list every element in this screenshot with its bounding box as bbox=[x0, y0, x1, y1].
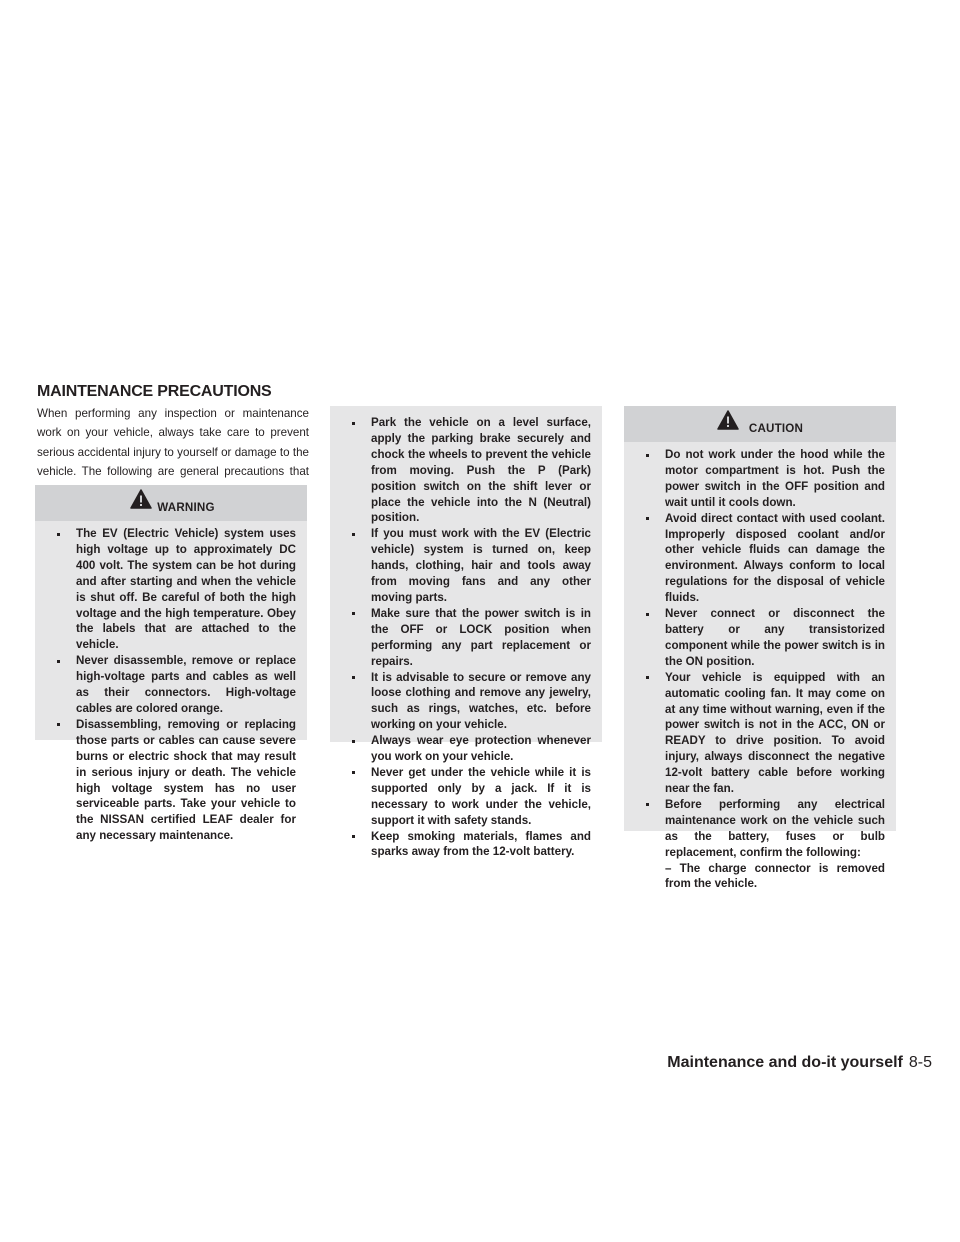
caution-header bbox=[624, 406, 896, 442]
warning-triangle-icon bbox=[130, 489, 152, 509]
warning-header bbox=[35, 485, 307, 521]
list-item: Park the vehicle on a level surface, apply the parking brake securely and chock the wheels to prevent the vehicle from moving. Push the P (Park) position switch on the shift lever or place the vehicle into the N (Neutral) position. bbox=[343, 415, 591, 526]
caution-box bbox=[624, 406, 896, 891]
list-item: Make sure that the power switch is in the OFF or LOCK position when performing any part replacement or repairs. bbox=[343, 606, 591, 670]
list-item: It is advisable to secure or remove any loose clothing and remove any jewelry, such as rings, watches, etc. before working on your vehicle. bbox=[343, 670, 591, 734]
caution-title: CAUTION bbox=[748, 421, 804, 435]
list-item: Never connect or disconnect the battery or any transistorized component while the power switch is in the ON position. bbox=[637, 606, 885, 670]
list-item: The EV (Electric Vehicle) system uses high voltage up to approximately DC 400 volt. The system can be hot during and after starting and when the vehicle is shut off. Be careful of both the high voltage and the high temperature. Obey the labels that are attached to the vehicle. bbox=[48, 526, 296, 653]
warning-continued-body bbox=[330, 406, 602, 868]
list-item: Never disassemble, remove or replace high-voltage parts and cables as well as their connectors. High-voltage cables are colored orange. bbox=[48, 653, 296, 717]
list-item: Your vehicle is equipped with an automatic cooling fan. It may come on at any time without warning, even if the power switch is not in the ACC, ON or READY to drive position. To avoid injury, always disconnect the negative 12-volt battery cable before working near the fan. bbox=[637, 670, 885, 797]
list-item: Avoid direct contact with used coolant. Improperly disposed coolant and/or other vehicle fluids can damage the environment. Always conform to local regulations for the disposal of vehicle fluids. bbox=[637, 511, 885, 606]
warning-box bbox=[35, 485, 307, 843]
page-footer bbox=[667, 1054, 932, 1072]
sub-list-item: – The charge connector is removed from the vehicle. bbox=[665, 861, 885, 891]
list-item: Before performing any electrical maintenance work on the vehicle such as the battery, fuses or bulb replacement, confirm the following: – The charge connector is removed from the vehicle. bbox=[637, 797, 885, 892]
chapter-title: Maintenance and do-it yourself bbox=[667, 1054, 903, 1071]
section-title: MAINTENANCE PRECAUTIONS bbox=[37, 383, 272, 400]
page-number: 8-5 bbox=[908, 1054, 932, 1071]
warning-title: WARNING bbox=[157, 500, 215, 514]
caution-triangle-icon bbox=[717, 410, 739, 430]
list-item: Keep smoking materials, flames and sparks away from the 12-volt battery. bbox=[343, 829, 591, 861]
intro-paragraph: When performing any inspection or maintenance work on your vehicle, always take care to prevent serious accidental injury to yourself or damage to the vehicle. The following are general precautions that bbox=[37, 407, 309, 479]
warning-continued-box bbox=[330, 406, 602, 859]
list-item: Always wear eye protection whenever you work on your vehicle. bbox=[343, 733, 591, 765]
warning-body bbox=[35, 521, 307, 852]
caution-body bbox=[624, 442, 896, 900]
list-item: Never get under the vehicle while it is supported only by a jack. If it is necessary to work under the vehicle, support it with safety stands. bbox=[343, 765, 591, 829]
list-item: Disassembling, removing or replacing those parts or cables can cause severe burns or electric shock that may result in serious injury or death. The vehicle high voltage system has no user serviceable parts. Take your vehicle to the NISSAN certified LEAF dealer for any necessary maintenance. bbox=[48, 717, 296, 844]
list-item: If you must work with the EV (Electric vehicle) system is turned on, keep hands, clothing, hair and tools away from moving fans and any other moving parts. bbox=[343, 526, 591, 606]
list-item: Do not work under the hood while the motor compartment is hot. Push the power switch in the OFF position and wait until it cools down. bbox=[637, 447, 885, 511]
